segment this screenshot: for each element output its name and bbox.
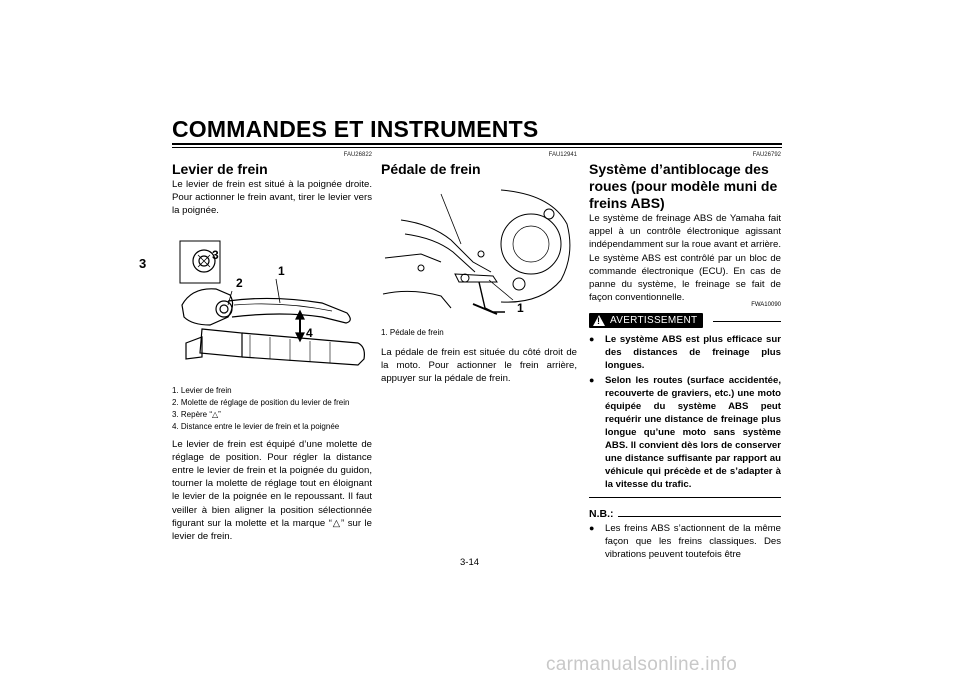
page-number: 3-14: [460, 557, 480, 568]
section-body: Le système de freinage ABS de Yamaha fait appel à un contrôle électronique agissant indépendamment sur la roue avant et arrière. Le système ABS est contrôlé par un bloc de commande électronique (ECU). En cas de panne du système, le freinage se fait de façon conventionnelle.: [589, 213, 781, 304]
chapter-number: 3: [139, 256, 147, 271]
note-header: [589, 508, 781, 520]
caption-item: 4. Distance entre le levier de frein et la poignée: [172, 421, 340, 431]
section-code: FAU12941: [548, 152, 577, 158]
section-brake-lever: [172, 152, 372, 543]
warning-code: FWA10090: [751, 302, 781, 309]
section-code: FAU26822: [343, 152, 372, 158]
warning-rule: [713, 321, 781, 322]
warning-triangle-icon: [593, 315, 605, 326]
section-code: FAU26792: [752, 152, 781, 158]
section-body: Le levier de frein est équipé d’une molette de réglage de position. Pour régler la distance entre le levier de frein et la poignée du guidon, tourner la molette de réglage tout en éloignant le levier de la poignée en le repoussant. Il faut veiller à bien aligner la position sélectionnée figurant sur la molette et la marque “△” sur le levier de frein.: [172, 438, 372, 543]
section-abs: [589, 152, 781, 561]
brake-pedal-illustration: [381, 184, 577, 322]
callout-4: 4: [306, 325, 313, 340]
watermark: carmanualsonline.info: [546, 654, 738, 675]
caption-item: 1. Pédale de frein: [381, 328, 444, 337]
callout-1: 1: [517, 301, 524, 315]
caption-item: 1. Levier de frein: [172, 385, 232, 395]
callout-1: 1: [278, 263, 285, 278]
callout-3: 3: [212, 247, 219, 262]
warning-badge: [589, 313, 703, 328]
warning-item: [589, 374, 781, 491]
figure-captions: [172, 386, 372, 432]
bullet-icon: ●: [589, 334, 595, 345]
bullet-icon: ●: [589, 523, 595, 534]
section-title: Levier de frein: [172, 161, 268, 177]
note-item: [589, 522, 781, 561]
warning-item: [589, 333, 781, 372]
note-rule: [618, 516, 782, 517]
brake-pedal-drawing: [381, 184, 577, 322]
warning-label: AVERTISSEMENT: [610, 315, 698, 327]
bullet-icon: ●: [589, 375, 595, 386]
section-intro: Le levier de frein est situé à la poignée droite. Pour actionner le frein avant, tirer le levier vers la poignée.: [172, 179, 372, 217]
warning-text: Selon les routes (surface accidentée, recouverte de graviers, etc.) une moto équipée du système ABS peut requérir une distance de freinage plus longue qu’une moto sans système ABS. Il convient dès lors de conserver une distance suffisante par rapport au véhicule qui précède et de s’adapter à la vitesse du trafic.: [605, 375, 781, 491]
warning-text: Le système ABS est plus efficace sur des distances de freinage plus longues.: [605, 334, 781, 372]
caption-item: 3. Repère “△”: [172, 409, 221, 419]
header-rule: [172, 143, 782, 145]
brake-lever-drawing: [172, 225, 372, 380]
section-body: La pédale de frein est située du côté droit de la moto. Pour actionner le frein arrière, appuyer sur la pédale de frein.: [381, 347, 577, 385]
page-title: COMMANDES ET INSTRUMENTS: [172, 116, 539, 142]
note-label: N.B.:: [589, 508, 614, 521]
note-text: Les freins ABS s’actionnent de la même façon que les freins classiques. Des vibrations peuvent toutefois être: [605, 523, 781, 561]
callout-2: 2: [236, 275, 243, 290]
header-rule-thin: [172, 147, 782, 148]
section-brake-pedal: [381, 152, 577, 386]
warning-header: [589, 302, 781, 331]
warning-end-rule: [589, 497, 781, 498]
caption-item: 2. Molette de réglage de position du levier de frein: [172, 397, 350, 407]
brake-lever-illustration: [172, 225, 372, 380]
section-title: Système d’antiblocage des roues (pour modèle muni de freins ABS): [589, 161, 778, 211]
figure-captions: [381, 328, 577, 338]
section-title: Pédale de frein: [381, 161, 481, 177]
